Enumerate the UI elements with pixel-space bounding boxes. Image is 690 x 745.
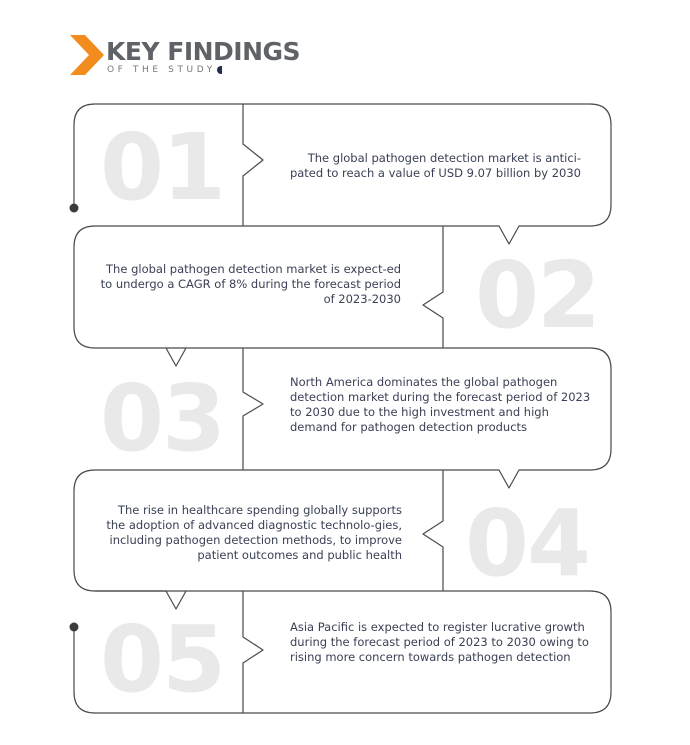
finding-text-05: Asia Pacific is expected to register lucrative growth during the forecast period of 2023 to 2030 owing to rising more concern towards pathogen detection (290, 620, 589, 664)
finding-number-05: 05 (100, 606, 225, 713)
finding-text-04: The rise in healthcare spending globally supports the adoption of advanced diagnostic technolo-gies, including pathogen detection methods, to improve patient outcomes and public health (106, 503, 402, 562)
page-title: KEY FINDINGS (106, 37, 301, 66)
finding-number-03: 03 (100, 365, 225, 472)
finding-text-03: North America dominates the global pathogen detection market during the forecast period of 2023 to 2030 due to the high investment and high demand for pathogen detection products (290, 375, 591, 434)
finding-number-04: 04 (465, 490, 590, 597)
finding-number-02: 02 (475, 242, 600, 349)
page-subtitle: OF THE STUDY (107, 65, 216, 75)
finding-text-01: The global pathogen detection market is antici-pated to reach a value of USD 9.07 billion by 2030 (289, 151, 581, 180)
timeline-end-dot (70, 623, 79, 632)
timeline-start-dot (70, 204, 79, 213)
finding-text-02: The global pathogen detection market is expect-ed to undergo a CAGR of 8% during the forecast period of 2023-2030 (100, 262, 401, 306)
finding-number-01: 01 (100, 114, 225, 221)
